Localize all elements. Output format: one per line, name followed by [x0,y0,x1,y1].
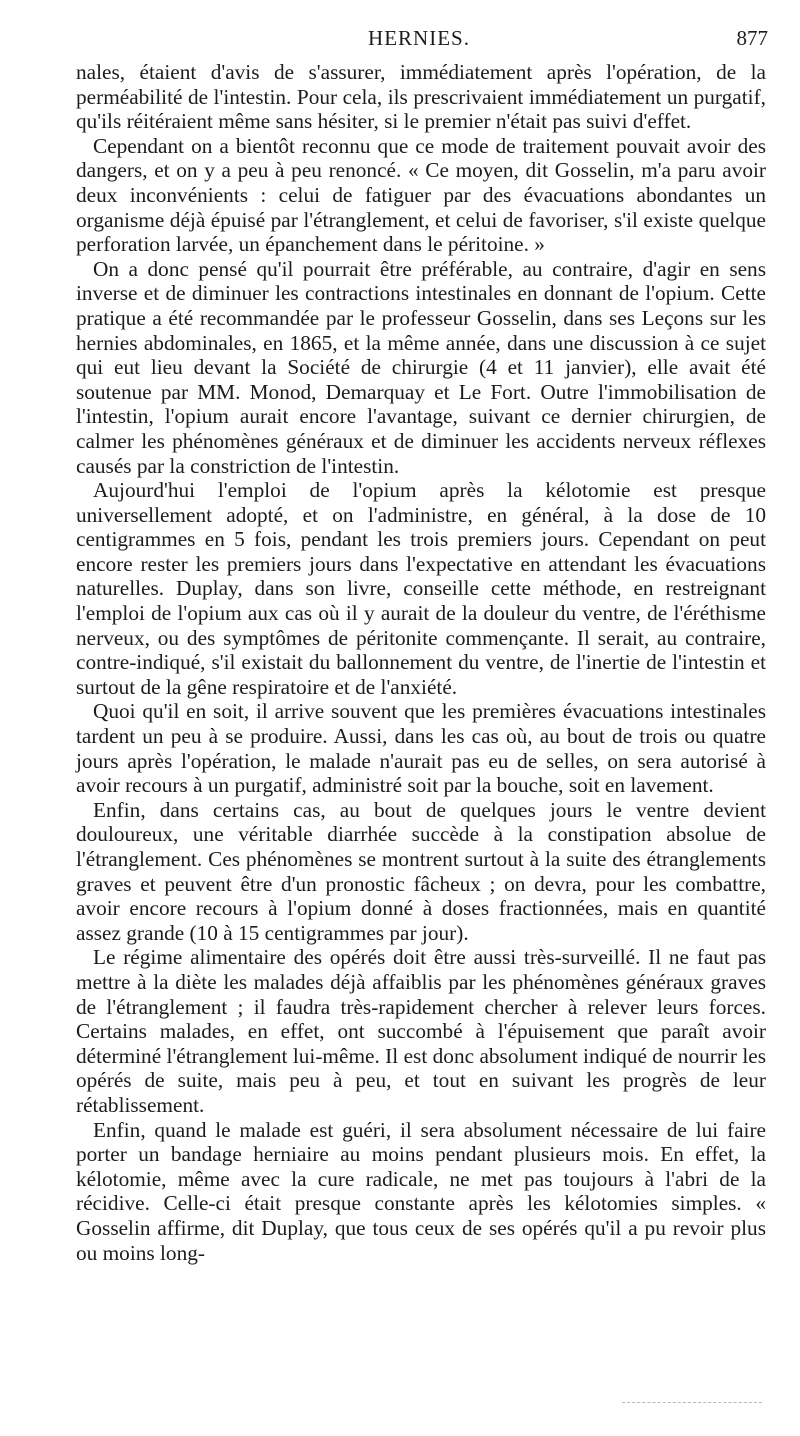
paragraph-diet-regimen: Le régime alimentaire des opérés doit être aussi très-surveillé. Il ne faut pas mettre à la diète les malades déjà affaiblis par les phénomènes généraux graves de l'étranglement ; il faudra très-rapidement chercher à relever leurs forces. Certains malades, en effet, ont succombé à l'épuisement que paraît avoir déterminé l'étranglement lui-même. Il est donc absolument indiqué de nourrir les opérés de suite, mais peu à peu, et tout en suivant les progrès de leur rétablissement. [76,945,766,1117]
paragraph-opium-recommendation: On a donc pensé qu'il pourrait être préférable, au contraire, d'agir en sens inverse et de diminuer les contractions intestinales en donnant de l'opium. Cette pratique a été recommandée par le professeur Gosselin, dans ses Leçons sur les hernies abdominales, en 1865, et la même année, dans une discussion à ce sujet qui eut lieu devant la Société de chirurgie (4 et 11 janvier), elle avait été soutenue par MM. Monod, Demarquay et Le Fort. Outre l'immobilisation de l'intestin, l'opium aurait encore l'avantage, suivant ce dernier chirurgien, de calmer les phénomènes généraux et de diminuer les accidents nerveux réflexes causés par la constriction de l'intestin. [76,256,766,478]
paragraph-hernia-bandage: Enfin, quand le malade est guéri, il sera absolument nécessaire de lui faire porter un bandage herniaire au moins pendant plusieurs mois. En effet, la kélotomie, même avec la cure radicale, ne met pas toujours à l'abri de la récidive. Celle-ci était presque constante après les kélotomies simples. « Gosselin affirme, dit Duplay, que tous ceux de ses opérés qu'il a pu revoir plus ou moins long- [76,1117,766,1265]
page-header [70,26,768,54]
footer-rule [622,1402,762,1403]
paragraph-continued-intro: nales, étaient d'avis de s'assurer, immédiatement après l'opération, de la perméabilité de l'intestin. Pour cela, ils prescrivaient immédiatement un purgatif, qu'ils réitéraient même sans hésiter, si le premier n'était pas suivi d'effet. [76,60,766,134]
running-title: HERNIES. [368,26,470,50]
paragraph-delayed-evacuations: Quoi qu'il en soit, il arrive souvent que les premières évacuations intestinales tardent un peu à se produire. Aussi, dans les cas où, au bout de trois ou quatre jours après l'opération, le malade n'aurait pas eu de selles, on sera autorisé à avoir recours à un purgatif, administré soit par la bouche, soit en lavement. [76,699,766,798]
paragraph-purgative-dangers: Cependant on a bientôt reconnu que ce mode de traitement pouvait avoir des dangers, et on y a peu à peu renoncé. « Ce moyen, dit Gosselin, m'a paru avoir deux inconvénients : celui de fatiguer par des évacuations abondantes un organisme déjà épuisé par l'étranglement, et celui de favoriser, s'il existe quelque perforation larvée, un épanchement dans le péritoine. » [76,133,766,257]
paragraph-diarrhea-treatment: Enfin, dans certains cas, au bout de quelques jours le ventre devient douloureux, une véritable diarrhée succède à la constipation absolue de l'étranglement. Ces phénomènes se montrent surtout à la suite des étranglements graves et peuvent être d'un pronostic fâcheux ; on devra, pour les combattre, avoir encore recours à l'opium donné à doses fractionnées, mais en quantité assez grande (10 à 15 centigrammes par jour). [76,797,766,945]
page-number: 877 [736,26,768,50]
body-text [76,60,766,1265]
paragraph-opium-dosage: Aujourd'hui l'emploi de l'opium après la kélotomie est presque universellement adopté, et on l'administre, en général, à la dose de 10 centigrammes en 5 fois, pendant les trois premiers jours. Cependant on peut encore rester les premiers jours dans l'expectative en attendant les évacuations naturelles. Duplay, dans son livre, conseille cette méthode, en restreignant l'emploi de l'opium aux cas où il y aurait de la douleur du ventre, de l'éréthisme nerveux, ou des symptômes de péritonite commençante. Il serait, au contraire, contre-indiqué, s'il existait du ballonnement du ventre, de l'inertie de l'intestin et surtout de la gêne respiratoire et de l'anxiété. [76,478,766,699]
